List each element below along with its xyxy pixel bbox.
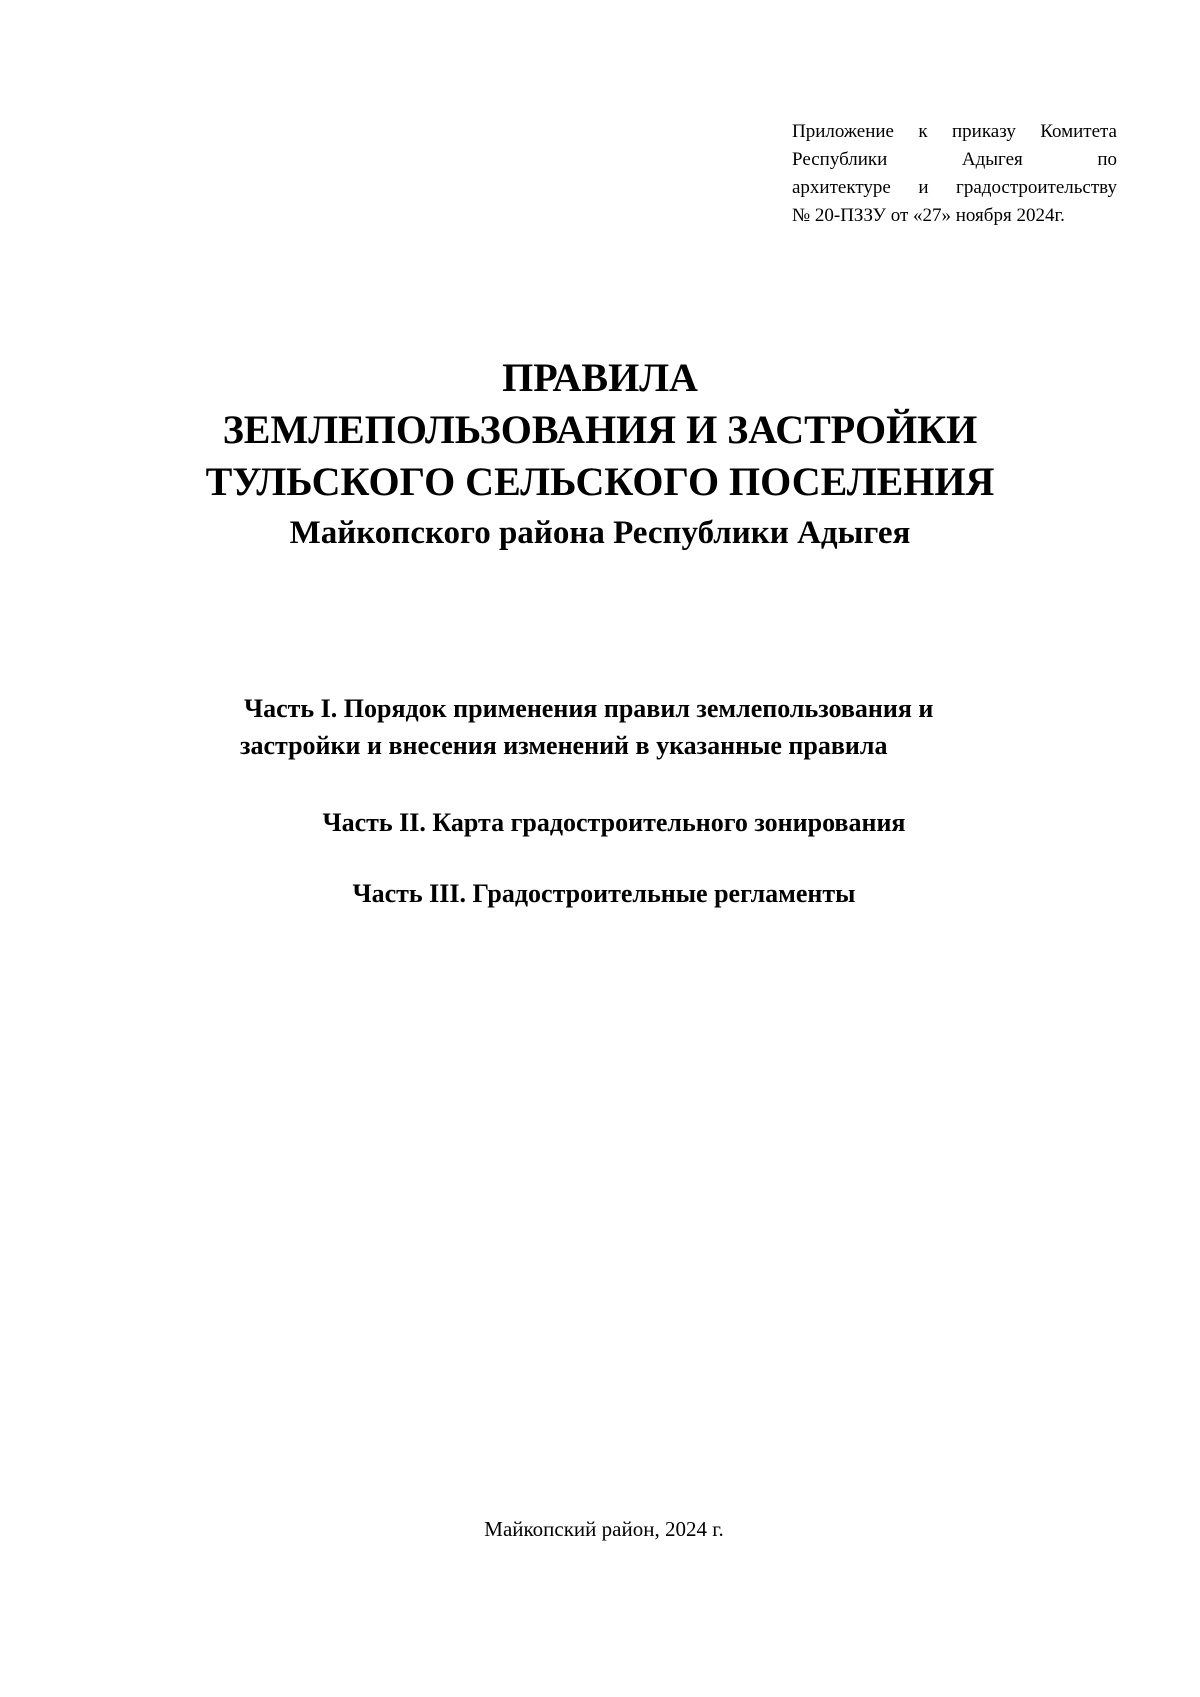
- part-3: Часть III. Градостроительные регламенты: [352, 879, 856, 908]
- part-1-line-2: застройки и внесения изменений в указанные правила: [240, 731, 888, 760]
- part-2: Часть II. Карта градостроительного зонирования: [322, 808, 906, 837]
- footer-place-year: Майкопский район, 2024 г.: [484, 1517, 724, 1541]
- title-line-1: ПРАВИЛА: [502, 355, 698, 400]
- title-line-2: ЗЕМЛЕПОЛЬЗОВАНИЯ И ЗАСТРОЙКИ: [222, 407, 978, 452]
- appendix-line-3: архитектуре и градостроительству: [792, 177, 1117, 198]
- title-line-3: ТУЛЬСКОГО СЕЛЬСКОГО ПОСЕЛЕНИЯ: [205, 459, 995, 504]
- appendix-line-4: № 20-ПЗЗУ от «27» ноября 2024г.: [792, 205, 1065, 226]
- part-1: [240, 690, 1060, 764]
- appendix-line-1: Приложение к приказу Комитета: [792, 121, 1117, 142]
- part-1-line-1: Часть I. Порядок применения правил землепользования и: [244, 694, 934, 723]
- document-title: [0, 352, 1200, 558]
- title-line-4: Майкопского района Республики Адыгея: [289, 515, 911, 551]
- appendix-line-2: Республики Адыгея по: [792, 149, 1117, 170]
- appendix-note: [792, 118, 1117, 230]
